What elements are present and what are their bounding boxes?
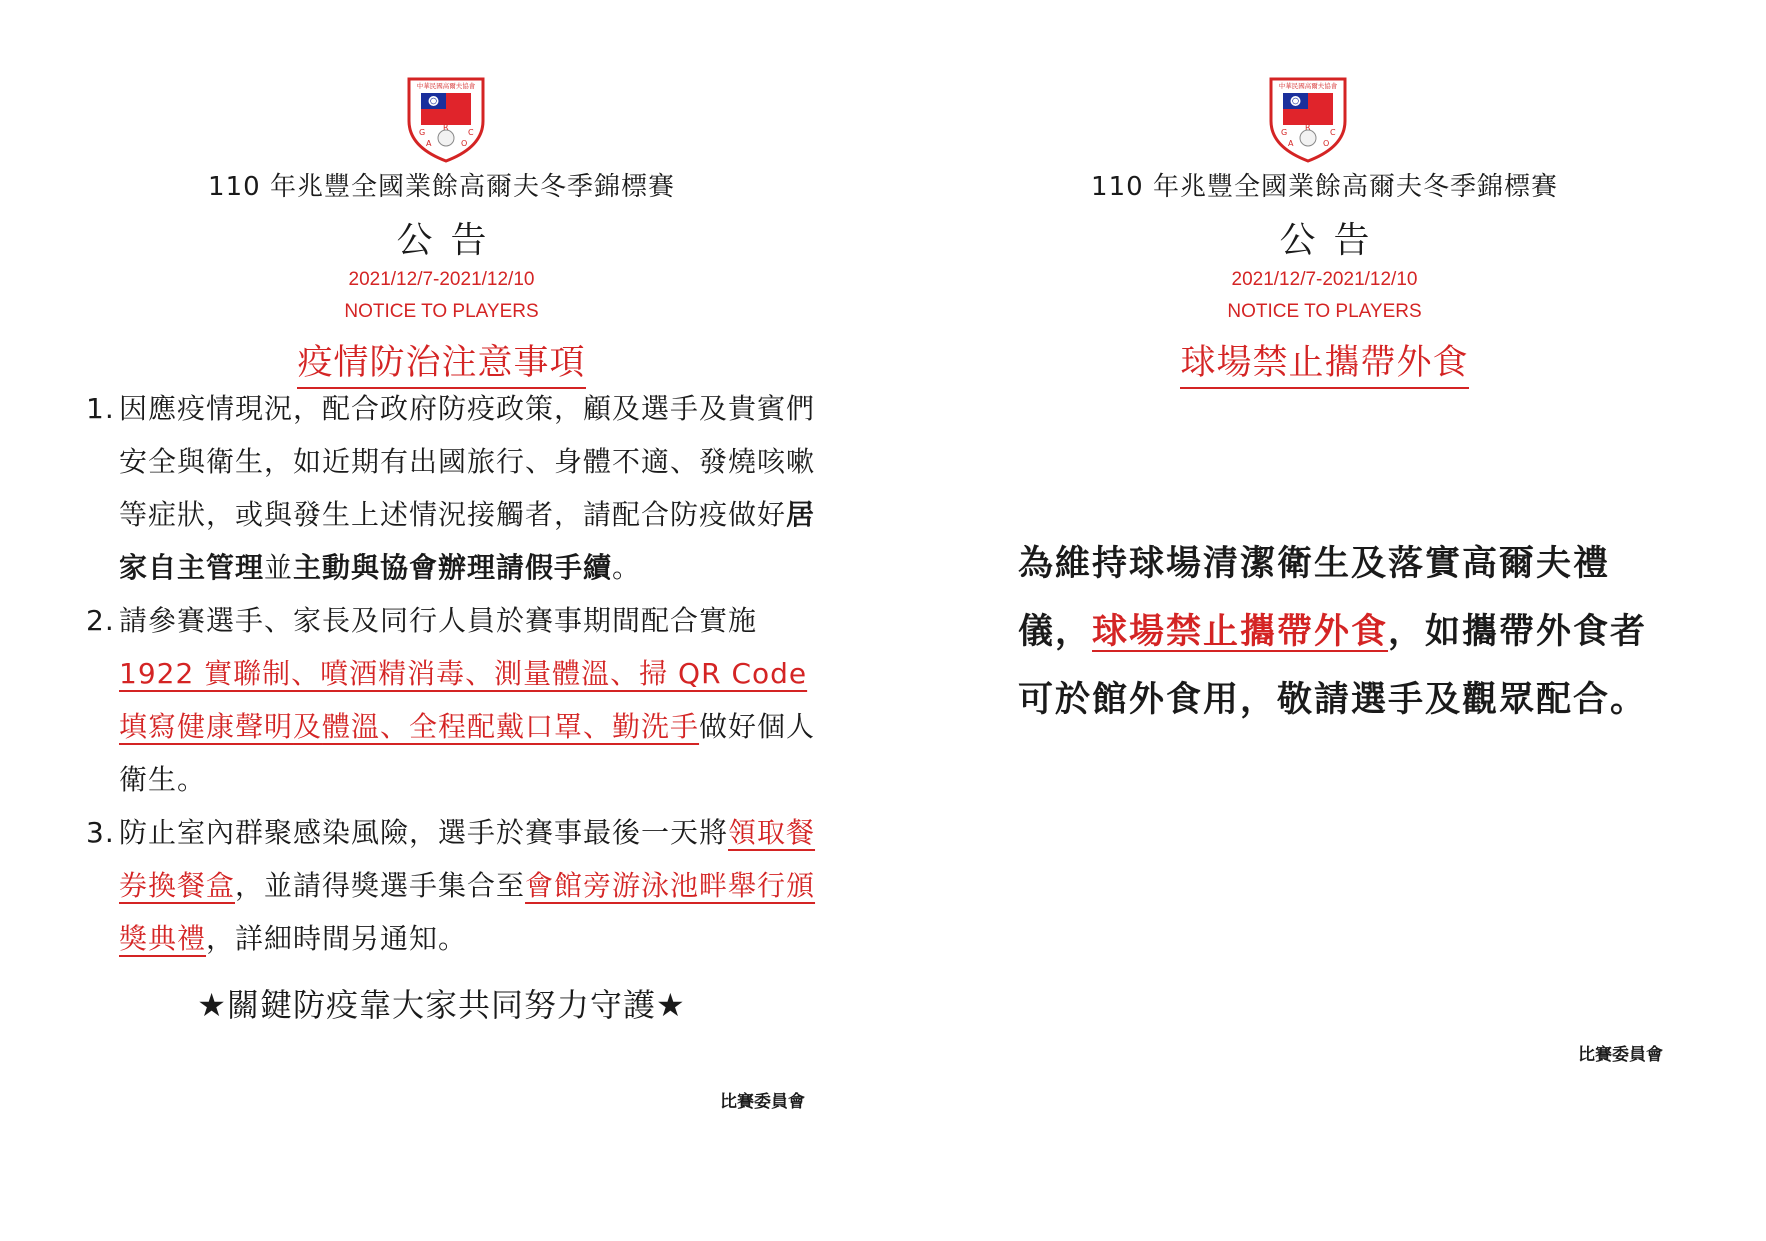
rule-highlight: 體溫、全程配戴口罩、勤洗手 <box>322 710 700 743</box>
rule-text: 。 <box>612 551 642 584</box>
svg-text:C: C <box>468 128 474 137</box>
notice-panel-right <box>883 0 1766 1241</box>
rule-text: 請參賽選手、家長及同行人員於賽事期間配合實施 <box>119 604 758 637</box>
event-title: 110 年兆豐全國業餘高爾夫冬季錦標賽 <box>1091 172 1558 202</box>
notice-en: NOTICE TO PLAYERS <box>344 301 539 322</box>
rule-highlight: 會館旁游泳池畔舉行頒獎典禮 <box>119 869 816 955</box>
date-range: 2021/12/7-2021/12/10 <box>348 269 535 290</box>
notice-body <box>1018 530 1658 734</box>
rule-highlight: 1922 實聯制、噴酒精消毒、測量體溫、掃 QR Code 填寫健康聲明 <box>119 657 808 743</box>
rule-emphasis: 居家自主管理 <box>119 498 816 584</box>
rule-number: 1. <box>86 392 115 425</box>
body-text: 為維持球場清潔衛生及落實高爾夫禮儀， <box>1018 544 1611 652</box>
rule-item <box>86 806 831 965</box>
svg-text:O: O <box>1323 139 1330 148</box>
rules-list <box>86 382 831 965</box>
signature: 比賽委員會 <box>1578 1045 1663 1065</box>
rule-number: 3. <box>86 816 115 849</box>
notice-heading: 公告 <box>1279 220 1388 261</box>
rule-text: ，並請得獎選手集合至 <box>235 869 526 902</box>
rule-text: ，詳細時間另通知。 <box>206 922 468 955</box>
subject-text: 疫情防治注意事項 <box>297 343 585 389</box>
rule-text: 防止室內群聚感染風險，選手於賽事最後一天將 <box>119 816 729 849</box>
notice-en: NOTICE TO PLAYERS <box>1227 301 1422 322</box>
garoc-emblem-icon <box>1267 73 1349 163</box>
subject-text: 球場禁止攜帶外食 <box>1180 343 1468 389</box>
rule-highlight: 領取餐券換餐盒 <box>119 816 816 902</box>
body-text: ，如攜帶外食者可於館外食用，敬請選手及觀眾配合。 <box>1018 612 1648 720</box>
rule-highlight: 及 <box>293 710 323 743</box>
svg-text:O: O <box>461 139 468 148</box>
event-title: 110 年兆豐全國業餘高爾夫冬季錦標賽 <box>208 172 675 202</box>
svg-text:中華民國高爾夫協會: 中華民國高爾夫協會 <box>416 82 476 90</box>
svg-text:R: R <box>1305 123 1311 132</box>
notice-subject <box>0 335 883 385</box>
rule-text: 做好個人衛生。 <box>119 710 816 796</box>
notice-subject <box>883 335 1766 385</box>
rule-emphasis: 主動與協會辦理請假手續 <box>293 551 613 584</box>
svg-text:R: R <box>443 123 449 132</box>
signature: 比賽委員會 <box>720 1092 805 1112</box>
svg-text:G: G <box>419 128 426 137</box>
rule-text: 並 <box>264 551 294 584</box>
svg-text:G: G <box>1281 128 1288 137</box>
slogan: ★關鍵防疫靠大家共同努力守護★ <box>197 986 686 1024</box>
svg-text:C: C <box>1330 128 1336 137</box>
svg-text:A: A <box>1288 139 1294 148</box>
svg-text:中華民國高爾夫協會: 中華民國高爾夫協會 <box>1278 82 1338 90</box>
garoc-emblem-icon <box>405 73 487 163</box>
date-range: 2021/12/7-2021/12/10 <box>1231 269 1418 290</box>
notice-heading: 公告 <box>396 220 505 261</box>
rule-item <box>86 594 831 806</box>
rule-item <box>86 382 831 594</box>
body-highlight: 球場禁止攜帶外食 <box>1092 612 1389 652</box>
svg-text:A: A <box>426 139 432 148</box>
rule-text: 因應疫情現況，配合政府防疫政策，顧及選手及貴賓們安全與衛生，如近期有出國旅行、身體不適、發燒咳嗽等症狀，或與發生上述情況接觸者，請配合防疫做好 <box>119 392 816 531</box>
rule-number: 2. <box>86 604 115 637</box>
